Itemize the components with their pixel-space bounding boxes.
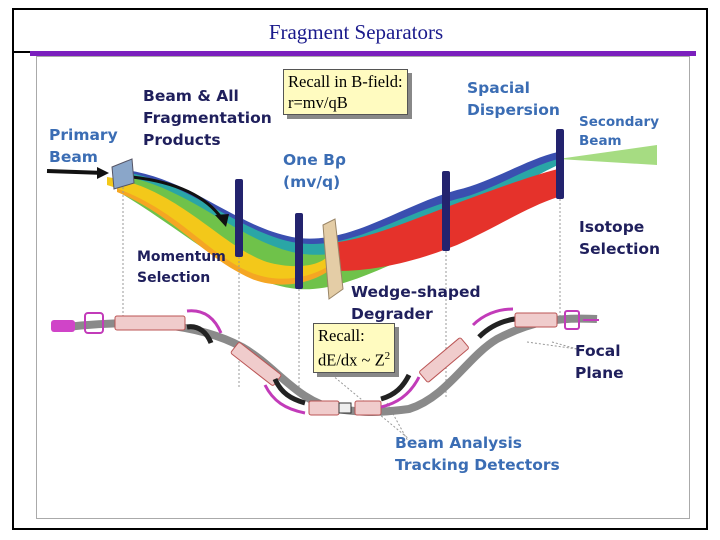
note-dedx: [313, 323, 395, 373]
label-secondary-beam: [579, 113, 659, 151]
slit-2: [295, 213, 303, 289]
label-text: Isotope: [579, 218, 645, 236]
note-text: Recall:: [318, 326, 365, 345]
label-text: Selection: [579, 240, 661, 258]
note-text-formula: [318, 346, 390, 371]
label-focal-plane: [575, 340, 624, 384]
quadrupole-1: [115, 316, 185, 330]
slit-3: [442, 171, 450, 251]
quadrupole-3: [309, 401, 339, 415]
label-text: Focal: [575, 342, 621, 360]
label-isotope-selection: [579, 216, 660, 260]
label-text: Beam: [579, 133, 622, 149]
dipole-3-outer: [381, 377, 419, 407]
label-beam-all-fragments: [143, 85, 272, 151]
label-text: Products: [143, 131, 221, 149]
label-primary-beam: [49, 124, 118, 168]
label-text: Secondary: [579, 114, 659, 130]
label-text: Tracking Detectors: [395, 456, 560, 474]
label-text: Dispersion: [467, 101, 560, 119]
label-text: Wedge-shaped: [351, 283, 481, 301]
label-text: One Bρ: [283, 151, 347, 169]
label-text: Selection: [137, 270, 211, 286]
intermediate-detector: [339, 403, 351, 413]
label-text: Beam & All: [143, 87, 239, 105]
slit-4: [556, 129, 564, 199]
primary-beam-arrow: [47, 171, 105, 173]
label-text: Beam: [49, 148, 98, 166]
beamline-source: [51, 320, 75, 332]
label-text: Spacial: [467, 79, 530, 97]
note-exponent: 2: [384, 350, 391, 362]
label-text: Momentum: [137, 249, 226, 265]
label-tracking-detectors: [395, 432, 560, 476]
label-spacial-dispersion: [467, 77, 560, 121]
page-title: Fragment Separators: [268, 20, 444, 44]
quadrupole-6: [515, 313, 557, 327]
note-text: Recall in B-field:: [288, 72, 403, 91]
slit-1: [235, 179, 243, 257]
fragment-separator-figure: [36, 56, 690, 519]
quadrupole-4: [355, 401, 381, 415]
label-text: Degrader: [351, 305, 433, 323]
label-text: Plane: [575, 364, 624, 382]
note-b-field: [283, 69, 408, 115]
note-formula: dE/dx ~ Z: [318, 350, 385, 370]
label-wedge-degrader: [351, 281, 481, 325]
label-text: Fragmentation: [143, 109, 272, 127]
label-text: Beam Analysis: [395, 434, 523, 452]
label-one-brho: [283, 149, 346, 193]
note-text: r=mv/qB: [288, 93, 348, 112]
label-text: (mv/q): [283, 173, 341, 191]
label-text: Primary: [49, 126, 118, 144]
label-momentum-selection: [137, 247, 226, 289]
